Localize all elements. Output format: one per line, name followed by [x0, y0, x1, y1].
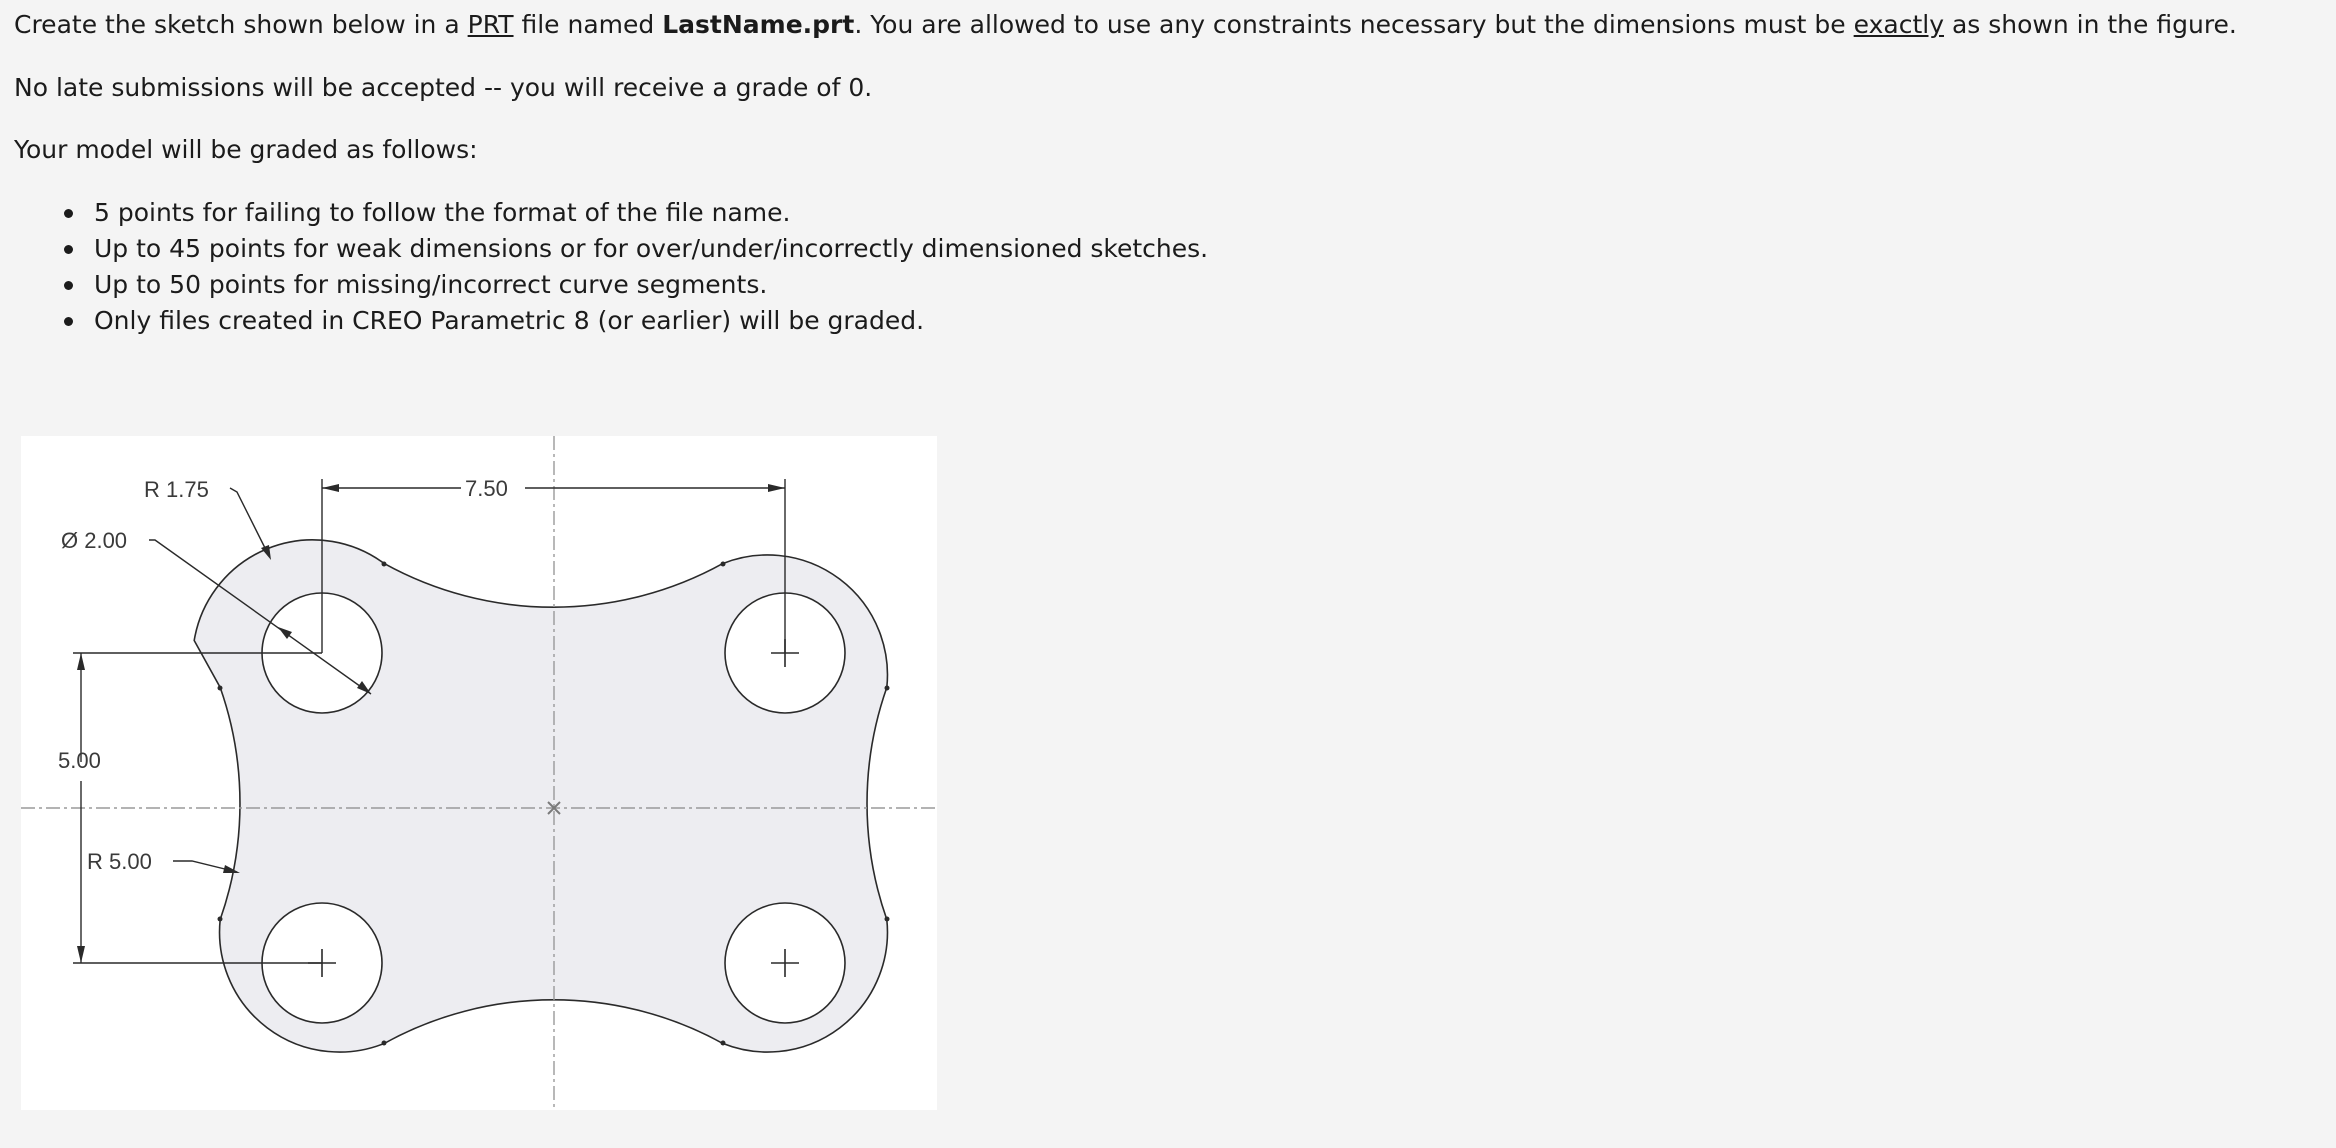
- dimension-arrow: [768, 484, 785, 492]
- dimension-arrow: [77, 653, 85, 670]
- grading-criterion: Up to 50 points for missing/incorrect curve segments.: [94, 267, 1208, 303]
- instruction-text: file named: [513, 10, 663, 39]
- corner-radius-label: R 1.75: [144, 477, 209, 502]
- dimension-arrow: [77, 946, 85, 963]
- dimension-height-label: 5.00: [58, 748, 101, 773]
- exactly-emphasis: exactly: [1853, 10, 1944, 39]
- leader-line: [230, 488, 268, 554]
- late-policy-text: No late submissions will be accepted -- you will receive a grade of 0.: [14, 73, 873, 102]
- grading-criteria-list: [94, 195, 1208, 339]
- required-filename: LastName.prt: [662, 10, 855, 39]
- sketch-figure: [21, 436, 937, 1110]
- hole-diameter-label: Ø 2.00: [61, 528, 128, 553]
- sketch-drawing: [21, 436, 937, 1110]
- instruction-text: Create the sketch shown below in a: [14, 10, 468, 39]
- instruction-line-1: [14, 8, 2237, 42]
- dimension-width-label: 7.50: [465, 476, 508, 501]
- side-radius-label: R 5.00: [87, 849, 152, 874]
- instruction-text: as shown in the figure.: [1944, 10, 2237, 39]
- grading-criterion: Up to 45 points for weak dimensions or for over/under/incorrectly dimensioned sketches.: [94, 231, 1208, 267]
- instruction-text: . You are allowed to use any constraints necessary but the dimensions must be: [854, 10, 1854, 39]
- grading-criterion: 5 points for failing to follow the format of the file name.: [94, 195, 1208, 231]
- grading-criterion: Only files created in CREO Parametric 8 (or earlier) will be graded.: [94, 303, 1208, 339]
- dimension-arrow: [322, 484, 339, 492]
- prt-term: PRT: [467, 10, 514, 39]
- grading-intro-text: Your model will be graded as follows:: [14, 135, 478, 164]
